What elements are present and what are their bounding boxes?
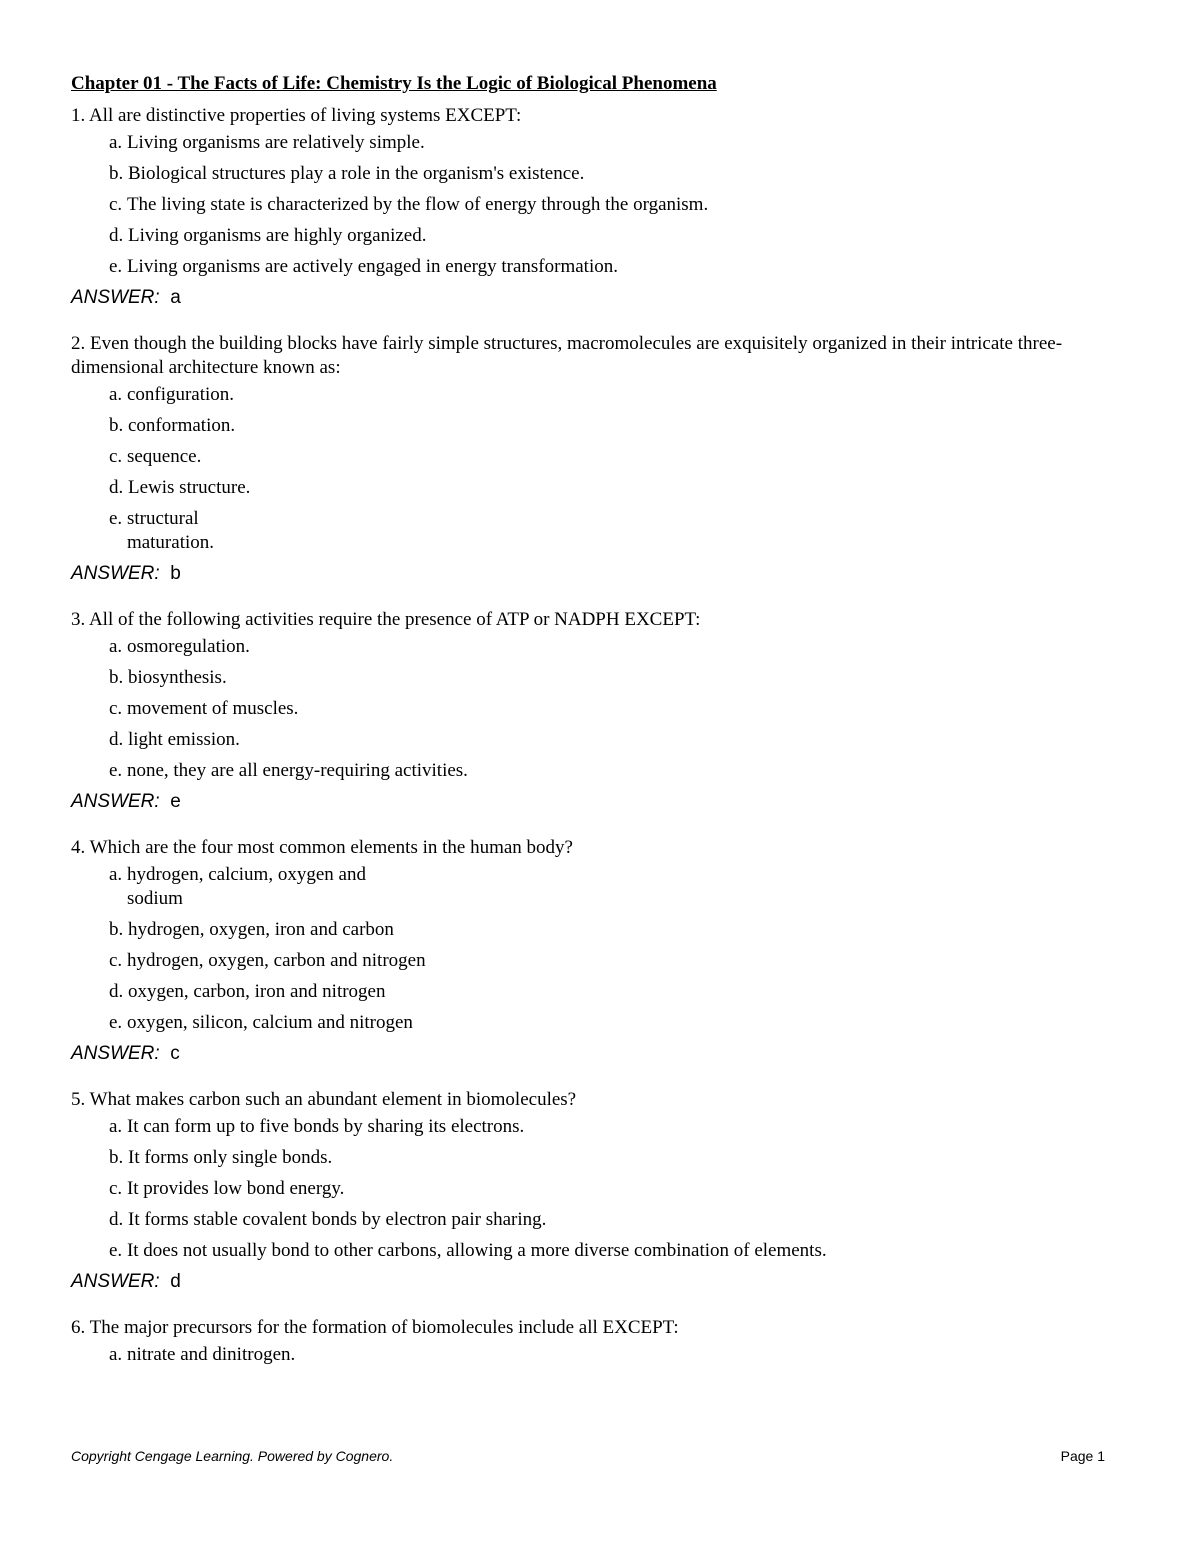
option-e — [109, 255, 1131, 279]
answer-value: a — [170, 287, 181, 308]
answer-label: ANSWER: — [71, 287, 160, 308]
page-content — [71, 72, 1131, 1379]
option-text: It can form up to five bonds by sharing its electrons. — [126, 1116, 525, 1137]
option-a — [109, 131, 1131, 155]
answer-line — [71, 286, 1131, 310]
option-letter: b. — [109, 415, 124, 436]
question-3 — [71, 608, 1131, 814]
option-letter: a. — [109, 636, 123, 657]
option-d — [109, 476, 1131, 500]
question-text: All are distinctive properties of living systems EXCEPT: — [88, 105, 522, 126]
option-b — [109, 162, 1131, 186]
option-letter: c. — [109, 194, 123, 215]
option-letter: d. — [109, 729, 124, 750]
option-text: conformation. — [128, 415, 236, 436]
option-text: osmoregulation. — [126, 636, 250, 657]
option-text: sequence. — [126, 446, 202, 467]
option-letter: e. — [109, 256, 123, 277]
option-letter: e. — [109, 1240, 123, 1261]
option-c — [109, 193, 1131, 217]
answer-line — [71, 562, 1131, 586]
question-number: 1. — [71, 105, 86, 126]
option-c — [109, 697, 1131, 721]
option-letter: c. — [109, 698, 123, 719]
question-number: 5. — [71, 1089, 86, 1110]
option-letter: a. — [109, 132, 123, 153]
answer-label: ANSWER: — [71, 791, 160, 812]
option-text: The living state is characterized by the flow of energy through the organism. — [126, 194, 709, 215]
option-text: none, they are all energy-requiring activities. — [126, 760, 468, 781]
option-e — [109, 1011, 1131, 1035]
option-text: biosynthesis. — [128, 667, 227, 688]
option-a — [109, 635, 1131, 659]
option-letter: d. — [109, 477, 124, 498]
option-d — [109, 1208, 1131, 1232]
option-b — [109, 1146, 1131, 1170]
option-letter: b. — [109, 1147, 124, 1168]
option-a — [109, 1343, 1131, 1367]
option-text: movement of muscles. — [126, 698, 299, 719]
option-letter: b. — [109, 163, 124, 184]
option-text: Lewis structure. — [128, 477, 251, 498]
question-5 — [71, 1088, 1131, 1294]
option-letter: b. — [109, 919, 124, 940]
option-letter: a. — [109, 864, 123, 885]
answer-label: ANSWER: — [71, 563, 160, 584]
option-text: hydrogen, oxygen, iron and carbon — [128, 919, 394, 940]
question-text: Which are the four most common elements in the human body? — [89, 837, 573, 858]
option-d — [109, 980, 1131, 1004]
answer-value: b — [170, 563, 181, 584]
question-stem — [71, 332, 1131, 380]
answer-label: ANSWER: — [71, 1043, 160, 1064]
question-number: 3. — [71, 609, 86, 630]
question-text: Even though the building blocks have fairly simple structures, macromolecules are exquisitely organized in their intricate three-dimensional architecture known as: — [71, 333, 1063, 378]
option-letter: c. — [109, 950, 123, 971]
option-e — [109, 507, 1131, 555]
option-text: It forms stable covalent bonds by electron pair sharing. — [128, 1209, 547, 1230]
option-letter: c. — [109, 446, 123, 467]
option-text: oxygen, silicon, calcium and nitrogen — [126, 1012, 413, 1033]
option-letter: a. — [109, 384, 123, 405]
option-text: nitrate and dinitrogen. — [126, 1344, 296, 1365]
question-stem — [71, 1316, 1131, 1340]
question-4 — [71, 836, 1131, 1066]
option-letter: a. — [109, 1116, 123, 1137]
answer-label: ANSWER: — [71, 1271, 160, 1292]
question-number: 6. — [71, 1317, 86, 1338]
option-text: Living organisms are actively engaged in energy transformation. — [126, 256, 618, 277]
question-text: What makes carbon such an abundant element in biomolecules? — [89, 1089, 577, 1110]
option-letter: c. — [109, 1178, 123, 1199]
option-c — [109, 949, 1131, 973]
answer-line — [71, 1042, 1131, 1066]
page-number: Page 1 — [1060, 1448, 1105, 1464]
option-letter: d. — [109, 981, 124, 1002]
option-text: hydrogen, calcium, oxygen and sodium — [126, 864, 366, 909]
option-b — [109, 918, 1131, 942]
option-text: configuration. — [126, 384, 235, 405]
answer-line — [71, 1270, 1131, 1294]
option-text: light emission. — [128, 729, 240, 750]
chapter-title: Chapter 01 - The Facts of Life: Chemistry Is the Logic of Biological Phenomena — [71, 73, 717, 94]
option-letter: d. — [109, 225, 124, 246]
option-letter: e. — [109, 1012, 123, 1033]
option-a — [109, 863, 1131, 911]
question-stem — [71, 836, 1131, 860]
footer-copyright: Copyright Cengage Learning. Powered by Cognero. — [71, 1448, 394, 1464]
option-text: Living organisms are relatively simple. — [126, 132, 425, 153]
option-letter: e. — [109, 760, 123, 781]
option-a — [109, 1115, 1131, 1139]
option-text: oxygen, carbon, iron and nitrogen — [128, 981, 386, 1002]
question-number: 4. — [71, 837, 86, 858]
question-text: The major precursors for the formation of biomolecules include all EXCEPT: — [89, 1317, 679, 1338]
option-e — [109, 759, 1131, 783]
question-2 — [71, 332, 1131, 586]
question-number: 2. — [71, 333, 86, 354]
option-text: It forms only single bonds. — [128, 1147, 333, 1168]
option-text: structural maturation. — [126, 508, 214, 553]
question-stem — [71, 1088, 1131, 1112]
option-text: Living organisms are highly organized. — [128, 225, 427, 246]
option-text: Biological structures play a role in the organism's existence. — [128, 163, 585, 184]
option-letter: b. — [109, 667, 124, 688]
option-text: It does not usually bond to other carbons, allowing a more diverse combination of elements. — [126, 1240, 827, 1261]
page-footer — [71, 1447, 1105, 1465]
option-d — [109, 728, 1131, 752]
option-b — [109, 414, 1131, 438]
question-text: All of the following activities require the presence of ATP or NADPH EXCEPT: — [88, 609, 701, 630]
option-letter: d. — [109, 1209, 124, 1230]
option-c — [109, 445, 1131, 469]
option-a — [109, 383, 1131, 407]
question-stem — [71, 608, 1131, 632]
option-text: It provides low bond energy. — [126, 1178, 345, 1199]
question-stem — [71, 104, 1131, 128]
question-1 — [71, 104, 1131, 310]
answer-value: d — [170, 1271, 181, 1292]
option-letter: e. — [109, 508, 123, 529]
option-b — [109, 666, 1131, 690]
option-text: hydrogen, oxygen, carbon and nitrogen — [126, 950, 426, 971]
option-letter: a. — [109, 1344, 123, 1365]
question-6 — [71, 1316, 1131, 1367]
answer-line — [71, 790, 1131, 814]
answer-value: e — [170, 791, 181, 812]
option-c — [109, 1177, 1131, 1201]
option-e — [109, 1239, 1131, 1263]
option-d — [109, 224, 1131, 248]
answer-value: c — [170, 1043, 180, 1064]
